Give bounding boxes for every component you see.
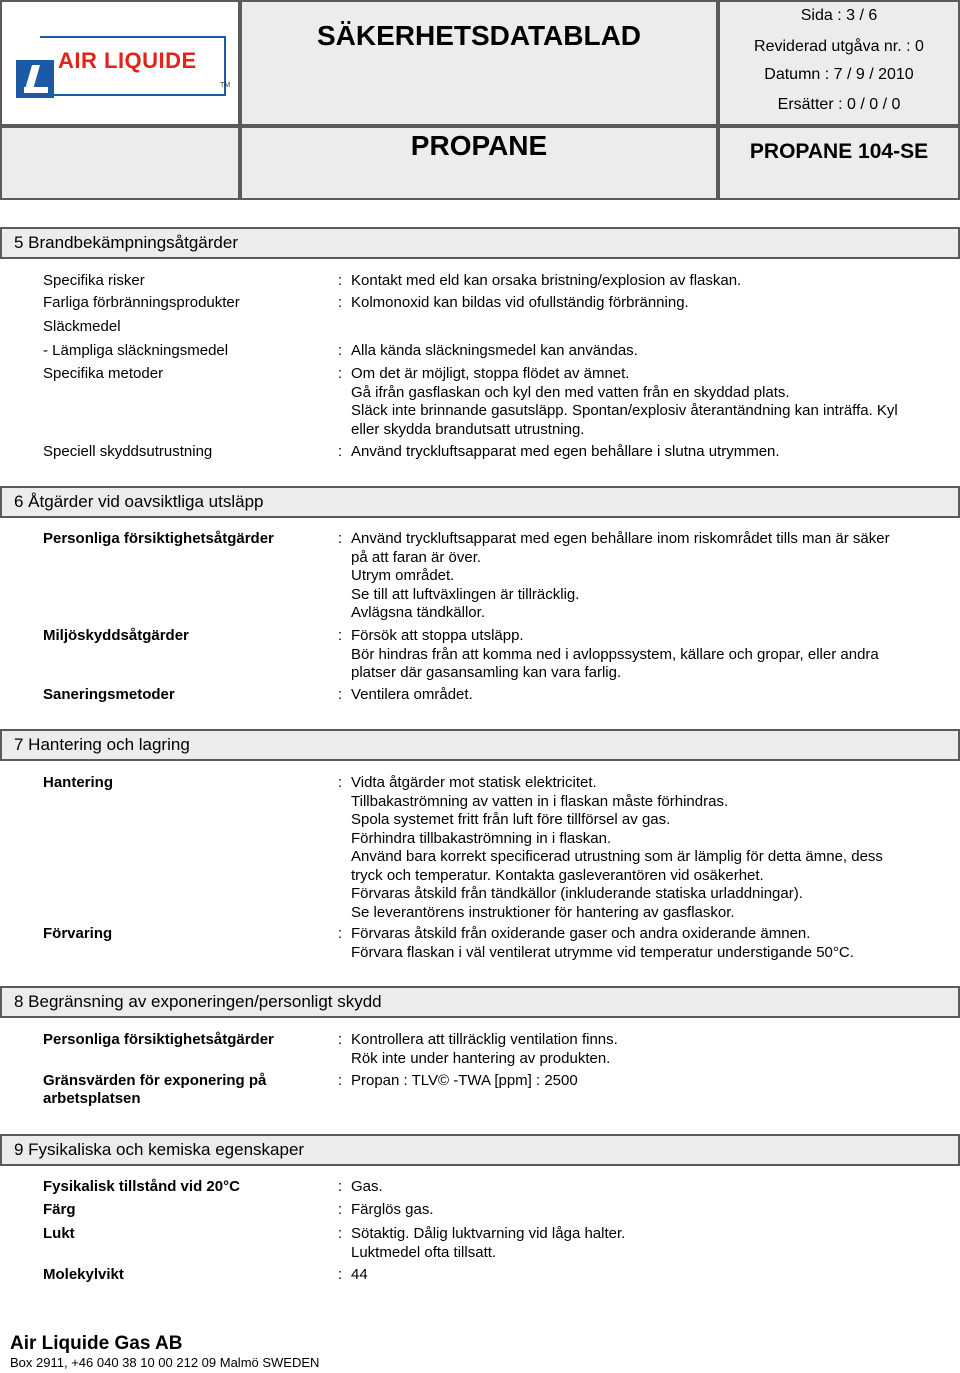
revision-number: Reviderad utgåva nr. : 0 [754,38,924,55]
row-value [351,294,951,313]
row-label: Molekylvikt [43,1266,124,1283]
section-6-heading: 6 Åtgärder vid oavsiktliga utsläpp [0,486,960,518]
value-line: Om det är möjligt, stoppa flödet av ämnet. [351,365,630,382]
row-colon: : [338,774,343,791]
row-label: Specifika metoder [43,365,164,382]
value-line: Luktmedel ofta tillsatt. [351,1243,497,1261]
row-value [351,1031,951,1068]
document-header [0,0,960,200]
logo-box [0,0,240,126]
row-value [351,272,951,291]
value-line: Förvara flaskan i väl ventilerat utrymme vid temperatur understigande 50°C. [351,943,854,961]
row-colon: : [338,443,343,460]
row-value [351,1225,951,1262]
row-label: Släckmedel [43,318,121,335]
replaces-date: Ersätter : 0 / 0 / 0 [777,96,901,113]
row-value [351,365,951,439]
value-line: Färglös gas. [351,1201,434,1218]
row-colon: : [338,925,343,942]
row-colon: : [338,1031,343,1048]
row-value [351,774,951,922]
value-line: eller skydda brandutsatt utrustning. [351,420,585,438]
section-7-heading: 7 Hantering och lagring [0,729,960,761]
row-value [351,1266,951,1285]
logo-text: AIR LIQUIDE [58,48,197,73]
section-9-heading: 9 Fysikaliska och kemiska egenskaper [0,1134,960,1166]
product-name: PROPANE [410,130,548,161]
value-line: Rök inte under hantering av produkten. [351,1049,611,1067]
section-8-heading: 8 Begränsning av exponeringen/personligt skydd [0,986,960,1018]
label-line: Gränsvärden för exponering på [43,1072,267,1089]
row-label: Personliga försiktighetsåtgärder [43,1031,274,1048]
value-line: Utrym området. [351,567,455,584]
row-colon: : [338,1225,343,1242]
row-colon: : [338,1266,343,1283]
row-value [351,342,951,361]
value-line: på att faran är över. [351,548,482,566]
value-line: Se leverantörens instruktioner för hantering av gasflaskor. [351,903,735,921]
row-label: Specifika risker [43,272,145,289]
value-line: Kontakt med eld kan orsaka bristning/explosion av flaskan. [351,272,742,289]
footer-company: Air Liquide Gas AB [10,1333,183,1354]
value-line: Förvaras åtskild från tändkällor (inkluderande statiska urladdningar). [351,885,803,902]
value-line: Använd tryckluftsapparat med egen behållare inom riskområdet tills man är säker [351,530,890,547]
header-blank-cell [0,126,240,200]
row-colon: : [338,1178,343,1195]
row-colon: : [338,686,343,703]
value-line: Gas. [351,1178,383,1195]
footer-address: Box 2911, +46 040 38 10 00 212 09 Malmö SWEDEN [10,1355,320,1370]
row-label: Hantering [43,774,114,791]
value-line: Bör hindras från att komma ned i avloppssystem, källare och gropar, eller andra [351,645,879,663]
value-line: tryck och temperatur. Kontakta gasleverantören vid osäkerhet. [351,866,764,884]
value-line: Kontrollera att tillräcklig ventilation finns. [351,1031,618,1048]
value-line: Gå ifrån gasflaskan och kyl den med vatten från en skyddad plats. [351,383,790,401]
row-label: Saneringsmetoder [43,686,175,703]
value-line: platser där gasansamling kan vara farlig. [351,664,622,681]
row-value [351,443,951,462]
product-name-box [240,126,718,200]
product-code-box [718,126,960,200]
row-label [43,1072,333,1108]
value-line: Avlägsna tändkällor. [351,604,485,621]
meta-box [718,0,960,126]
row-value [351,627,951,683]
value-line: Använd tryckluftsapparat med egen behållare i slutna utrymmen. [351,443,780,460]
value-line: Sötaktig. Dålig luktvarning vid låga halter. [351,1225,626,1242]
value-line: 44 [351,1266,368,1283]
row-colon: : [338,272,343,289]
row-value [351,1178,951,1197]
title-box [240,0,718,126]
document-title: SÄKERHETSDATABLAD [316,20,642,51]
value-line: Vidta åtgärder mot statisk elektricitet. [351,774,597,791]
row-label: Lukt [43,1225,75,1242]
row-value [351,530,951,623]
row-colon: : [338,365,343,382]
row-value [351,686,951,705]
row-colon: : [338,1201,343,1218]
row-label: Förvaring [43,925,113,942]
row-colon: : [338,294,343,311]
row-label: Färg [43,1201,76,1218]
product-code: PROPANE 104-SE [749,140,929,163]
row-value [351,1072,951,1091]
value-line: Försök att stoppa utsläpp. [351,627,524,644]
section-5-heading: 5 Brandbekämpningsåtgärder [0,227,960,259]
row-label: Speciell skyddsutrustning [43,443,213,460]
revision-date: Datumn : 7 / 9 / 2010 [764,66,914,83]
row-value [351,925,951,962]
label-line: arbetsplatsen [43,1090,141,1107]
value-line: Använd bara korrekt specificerad utrustning som är lämplig för detta ämne, dess [351,848,883,865]
air-liquide-logo-icon [16,60,54,98]
row-colon: : [338,1072,343,1089]
row-colon: : [338,627,343,644]
row-value [351,1201,951,1220]
value-line: Spola systemet fritt från luft före tillförsel av gas. [351,811,671,828]
value-line: Släck inte brinnande gasutsläpp. Spontan/explosiv återantändning kan inträffa. Kyl [351,402,898,419]
row-colon: : [338,530,343,547]
value-line: Förhindra tillbakaströmning in i flaskan. [351,829,612,847]
value-line: Propan : TLV© -TWA [ppm] : 2500 [351,1072,578,1089]
logo-trademark: TM [220,82,231,89]
row-colon: : [338,342,343,359]
value-line: Se till att luftväxlingen är tillräcklig. [351,585,580,603]
value-line: Tillbakaströmning av vatten in i flaskan måste förhindras. [351,792,729,810]
value-line: Förvaras åtskild från oxiderande gaser och andra oxiderande ämnen. [351,925,811,942]
page-number: Sida : 3 / 6 [800,7,878,24]
row-label: Farliga förbränningsprodukter [43,294,240,311]
row-label: Fysikalisk tillstånd vid 20°C [43,1178,240,1195]
value-line: Alla kända släckningsmedel kan användas. [351,342,638,359]
row-label: Personliga försiktighetsåtgärder [43,530,274,547]
row-label: Miljöskyddsåtgärder [43,627,189,644]
value-line: Ventilera området. [351,686,473,703]
row-label: - Lämpliga släckningsmedel [43,342,229,359]
value-line: Kolmonoxid kan bildas vid ofullständig förbränning. [351,294,689,311]
